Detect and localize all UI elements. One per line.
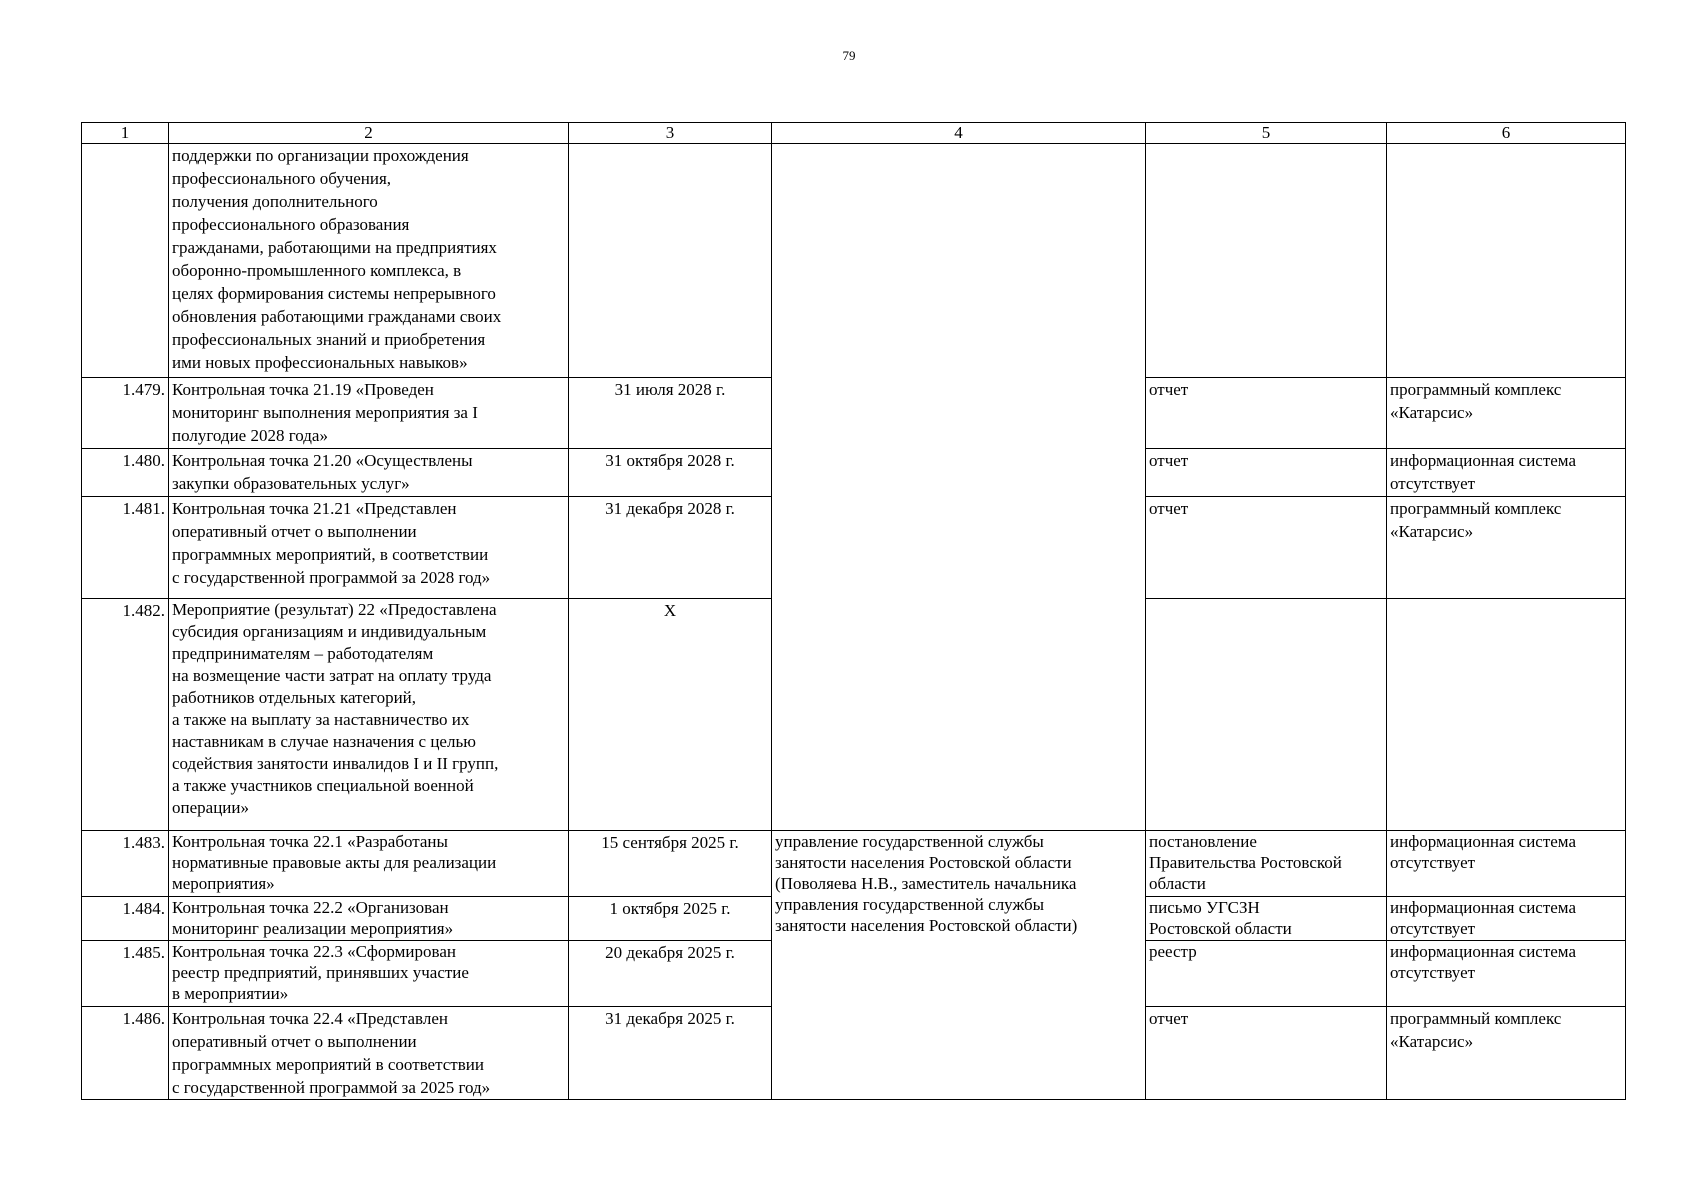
text-line: отсутствует bbox=[1390, 919, 1476, 938]
row-number-cell: 1.485. bbox=[82, 941, 169, 1007]
row-system-cell bbox=[1387, 831, 1626, 897]
row-document-cell bbox=[1146, 378, 1387, 449]
row-document-cell bbox=[1146, 497, 1387, 599]
text-line: оперативный отчет о выполнении bbox=[172, 522, 417, 541]
text-line: нормативные правовые акты для реализации bbox=[172, 853, 497, 872]
column-header: 2 bbox=[169, 123, 569, 144]
row-name-cell bbox=[169, 941, 569, 1007]
text-line: субсидия организациям и индивидуальным bbox=[172, 622, 487, 641]
row-system-cell bbox=[1387, 1007, 1626, 1100]
column-header: 3 bbox=[569, 123, 772, 144]
text-line: программный комплекс bbox=[1390, 380, 1562, 399]
text-line: мониторинг выполнения мероприятия за I bbox=[172, 403, 478, 422]
page-number: 79 bbox=[842, 48, 856, 63]
text-line: (Поволяева Н.В., заместитель начальника bbox=[775, 874, 1077, 893]
text-line: отсутствует bbox=[1390, 963, 1476, 982]
column-header: 6 bbox=[1387, 123, 1626, 144]
row-system-cell bbox=[1387, 497, 1626, 599]
text-line: отчет bbox=[1149, 380, 1189, 399]
row-system-cell bbox=[1387, 897, 1626, 941]
row-number-cell: 1.483. bbox=[82, 831, 169, 897]
text-line: ими новых профессиональных навыков» bbox=[172, 353, 468, 372]
text-line: программных мероприятий, в соответствии bbox=[172, 545, 489, 564]
text-line: предпринимателям – работодателям bbox=[172, 644, 434, 663]
text-line: а также участников специальной военной bbox=[172, 776, 474, 795]
text-line: оперативный отчет о выполнении bbox=[172, 1032, 417, 1051]
row-system-cell bbox=[1387, 941, 1626, 1007]
text-line: отчет bbox=[1149, 1009, 1189, 1028]
row-date-cell bbox=[569, 144, 772, 378]
row-name-cell bbox=[169, 831, 569, 897]
text-line: профессионального обучения, bbox=[172, 169, 392, 188]
row-system-cell bbox=[1387, 378, 1626, 449]
text-line: «Катарсис» bbox=[1390, 1032, 1474, 1051]
text-line: Контрольная точка 22.1 «Разработаны bbox=[172, 832, 448, 851]
row-document-cell bbox=[1146, 897, 1387, 941]
row-date-cell: X bbox=[569, 599, 772, 831]
row-system-cell bbox=[1387, 449, 1626, 497]
row-name-cell bbox=[169, 144, 569, 378]
text-line: реестр предприятий, принявших участие bbox=[172, 963, 469, 982]
table-row bbox=[82, 831, 1626, 897]
text-line: области bbox=[1149, 874, 1206, 893]
text-line: постановление bbox=[1149, 832, 1257, 851]
row-number-cell: 1.486. bbox=[82, 1007, 169, 1100]
text-line: отсутствует bbox=[1390, 853, 1476, 872]
column-header: 5 bbox=[1146, 123, 1387, 144]
text-line: получения дополнительного bbox=[172, 192, 378, 211]
text-line: реестр bbox=[1149, 942, 1197, 961]
header-row bbox=[82, 123, 1626, 144]
text-line: оборонно-промышленного комплекса, в bbox=[172, 261, 462, 280]
text-line: отсутствует bbox=[1390, 474, 1476, 493]
row-name-cell bbox=[169, 1007, 569, 1100]
text-line: управление государственной службы bbox=[775, 832, 1044, 851]
text-line: информационная система bbox=[1390, 832, 1576, 851]
text-line: программных мероприятий в соответствии bbox=[172, 1055, 484, 1074]
row-number-cell: 1.484. bbox=[82, 897, 169, 941]
row-date-cell: 31 декабря 2028 г. bbox=[569, 497, 772, 599]
text-line: занятости населения Ростовской области bbox=[775, 853, 1072, 872]
text-line: управления государственной службы bbox=[775, 895, 1045, 914]
row-name-cell bbox=[169, 378, 569, 449]
text-line: информационная система bbox=[1390, 898, 1576, 917]
responsible-cell bbox=[772, 144, 1146, 831]
text-line: информационная система bbox=[1390, 451, 1576, 470]
row-number-cell: 1.481. bbox=[82, 497, 169, 599]
row-name-cell bbox=[169, 897, 569, 941]
text-line: полугодие 2028 года» bbox=[172, 426, 328, 445]
text-line: Контрольная точка 22.3 «Сформирован bbox=[172, 942, 456, 961]
text-line: программный комплекс bbox=[1390, 1009, 1562, 1028]
row-date-cell: 15 сентября 2025 г. bbox=[569, 831, 772, 897]
text-line: обновления работающими гражданами своих bbox=[172, 307, 502, 326]
row-document-cell bbox=[1146, 449, 1387, 497]
row-document-cell bbox=[1146, 144, 1387, 378]
text-line: на возмещение части затрат на оплату труда bbox=[172, 666, 492, 685]
row-document-cell bbox=[1146, 831, 1387, 897]
row-system-cell bbox=[1387, 144, 1626, 378]
text-line: мониторинг реализации мероприятия» bbox=[172, 919, 454, 938]
row-date-cell: 1 октября 2025 г. bbox=[569, 897, 772, 941]
row-number-cell: 1.479. bbox=[82, 378, 169, 449]
column-header: 1 bbox=[82, 123, 169, 144]
text-line: Ростовской области bbox=[1149, 919, 1292, 938]
control-points-table bbox=[81, 122, 1626, 1100]
text-line: закупки образовательных услуг» bbox=[172, 474, 410, 493]
text-line: в мероприятии» bbox=[172, 984, 289, 1003]
row-date-cell: 31 июля 2028 г. bbox=[569, 378, 772, 449]
text-line: программный комплекс bbox=[1390, 499, 1562, 518]
text-line: письмо УГСЗН bbox=[1149, 898, 1260, 917]
row-number-cell: 1.480. bbox=[82, 449, 169, 497]
text-line: Контрольная точка 22.4 «Представлен bbox=[172, 1009, 448, 1028]
text-line: поддержки по организации прохождения bbox=[172, 146, 469, 165]
column-header: 4 bbox=[772, 123, 1146, 144]
text-line: Контрольная точка 22.2 «Организован bbox=[172, 898, 449, 917]
text-line: Правительства Ростовской bbox=[1149, 853, 1342, 872]
row-name-cell bbox=[169, 599, 569, 831]
text-line: целях формирования системы непрерывного bbox=[172, 284, 496, 303]
responsible-cell bbox=[772, 831, 1146, 1100]
text-line: Мероприятие (результат) 22 «Предоставлена bbox=[172, 600, 497, 619]
text-line: отчет bbox=[1149, 499, 1189, 518]
text-line: содействия занятости инвалидов I и II групп, bbox=[172, 754, 499, 773]
table-row bbox=[82, 144, 1626, 378]
row-document-cell bbox=[1146, 599, 1387, 831]
text-line: информационная система bbox=[1390, 942, 1576, 961]
text-line: «Катарсис» bbox=[1390, 403, 1474, 422]
text-line: «Катарсис» bbox=[1390, 522, 1474, 541]
text-line: занятости населения Ростовской области) bbox=[775, 916, 1078, 935]
text-line: с государственной программой за 2025 год» bbox=[172, 1078, 491, 1097]
text-line: мероприятия» bbox=[172, 874, 275, 893]
text-line: наставникам в случае назначения с целью bbox=[172, 732, 476, 751]
row-name-cell bbox=[169, 449, 569, 497]
row-date-cell: 31 октября 2028 г. bbox=[569, 449, 772, 497]
text-line: с государственной программой за 2028 год» bbox=[172, 568, 491, 587]
row-number-cell bbox=[82, 144, 169, 378]
text-line: а также на выплату за наставничество их bbox=[172, 710, 470, 729]
row-name-cell bbox=[169, 497, 569, 599]
text-line: Контрольная точка 21.21 «Представлен bbox=[172, 499, 457, 518]
text-line: Контрольная точка 21.20 «Осуществлены bbox=[172, 451, 473, 470]
text-line: профессиональных знаний и приобретения bbox=[172, 330, 486, 349]
text-line: работников отдельных категорий, bbox=[172, 688, 417, 707]
row-number-cell: 1.482. bbox=[82, 599, 169, 831]
text-line: отчет bbox=[1149, 451, 1189, 470]
row-system-cell bbox=[1387, 599, 1626, 831]
text-line: профессионального образования bbox=[172, 215, 410, 234]
text-line: Контрольная точка 21.19 «Проведен bbox=[172, 380, 434, 399]
row-date-cell: 31 декабря 2025 г. bbox=[569, 1007, 772, 1100]
row-date-cell: 20 декабря 2025 г. bbox=[569, 941, 772, 1007]
row-document-cell bbox=[1146, 941, 1387, 1007]
row-document-cell bbox=[1146, 1007, 1387, 1100]
text-line: операции» bbox=[172, 798, 249, 817]
text-line: гражданами, работающими на предприятиях bbox=[172, 238, 497, 257]
